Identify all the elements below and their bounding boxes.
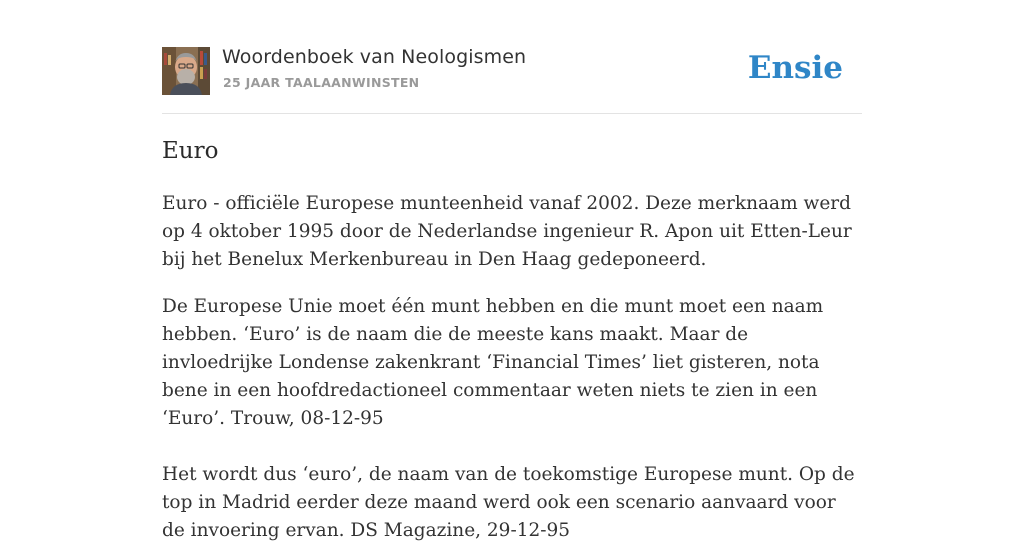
- header-divider: [162, 113, 862, 114]
- avatar-portrait-icon: [162, 47, 210, 95]
- author-avatar[interactable]: [162, 47, 210, 95]
- entry-quote: Het wordt dus ‘euro’, de naam van de toekomstige Europese munt. Op de top in Madrid eerder deze maand werd ook een scenario aanvaard voor de invoering ervan. DS Magazine, 29-12-95: [162, 464, 855, 541]
- entry-definition: Euro - officiële Europese munteenheid vanaf 2002. Deze merknaam werd op 4 oktober 1995 door de Nederlandse ingenieur R. Apon uit Etten-Leur bij het Benelux Merkenbureau in Den Haag gedeponeerd.: [162, 193, 852, 270]
- entry-content: [162, 190, 862, 545]
- entry-quote: De Europese Unie moet één munt hebben en die munt moet een naam hebben. ‘Euro’ is de naam die de meeste kans maakt. Maar de invloedrijke Londense zakenkrant ‘Financial Times’ liet gisteren, nota bene in een hoofdredactioneel commentaar weten niets te zien in een ‘Euro’. Trouw, 08-12-95: [162, 296, 824, 429]
- site-header: [162, 46, 862, 96]
- site-title[interactable]: Woordenboek van Neologismen: [222, 46, 527, 68]
- entry-title: Euro: [162, 138, 219, 164]
- ensie-logo[interactable]: Ensie: [747, 50, 843, 86]
- site-subtitle: 25 JAAR TAALAANWINSTEN: [223, 75, 420, 90]
